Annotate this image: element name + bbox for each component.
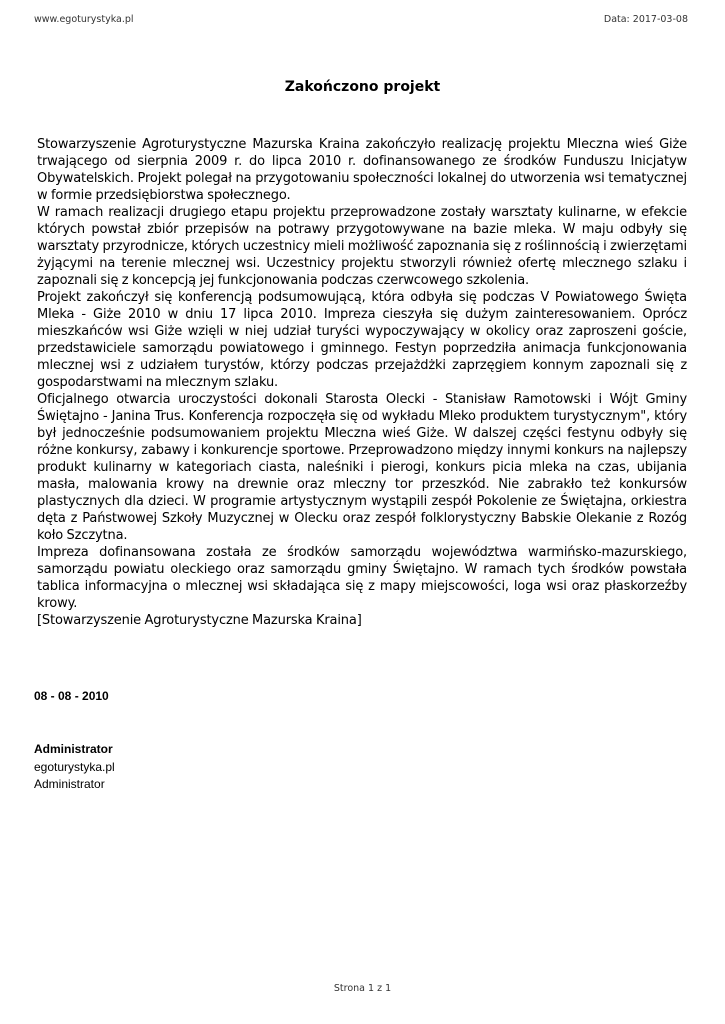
site-url: www.egoturystyka.pl	[34, 14, 134, 25]
article-paragraph: Projekt zakończył się konferencją podsumowującą, która odbyła się podczas V Powiatowego Święta Mleka - Giże 2010 w dniu 17 lipca 2010. Impreza cieszyła się dużym zainteresowaniem. Oprócz mieszkańców wsi Giże wzięli w niej udział turyści wypoczywający w okolicy oraz zaproszeni goście, przedstawiciele samorządu powiatowego i gminnego. Festyn poprzedziła animacja funkcjonowania mlecznej wsi z udziałem turystów, którzy podczas przejażdżki zaprzęgiem konnym zapoznali się z gospodarstwami na mlecznym szlaku.	[37, 290, 687, 390]
print-date: Data: 2017-03-08	[603, 14, 688, 25]
publication-date: 08 - 08 - 2010	[34, 689, 109, 703]
author-site: egoturystyka.pl	[34, 759, 115, 774]
article-paragraph: W ramach realizacji drugiego etapu projektu przeprowadzone zostały warsztaty kulinarne, w efekcie których powstał zbiór przepisów na potrawy przygotowywane na bazie mleka. W maju odbyły się warsztaty przyrodnicze, których uczestnicy mieli możliwość zapoznania się z roślinnością i zwierzętami żyjącymi na terenie mlecznej wsi. Uczestnicy projektu stworzyli również ofertę mlecznego szlaku i zapoznali się z koncepcją jej funkcjonowania podczas czerwcowego szkolenia.	[37, 205, 687, 288]
article-title: Zakończono projekt	[284, 79, 441, 95]
article-paragraph: Oficjalnego otwarcia uroczystości dokonali Starosta Olecki - Stanisław Ramotowski i Wójt Gminy Świętajno - Janina Trus. Konferencja rozpoczęła się od wykładu Mleko produktem turystycznym", który był jednocześnie podsumowaniem projektu Mleczna wieś Giże. W dalszej części festynu odbyły się różne konkursy, zabawy i konkurencje sportowe. Przeprowadzono między innymi konkurs na najlepszy produkt kulinarny w kategoriach ciasta, naleśniki i pierogi, konkurs picia mleka na czas, ubijania masła, malowania krowy na drewnie oraz mleczny tor przeszkód. Nie zabrakło też konkursów plastycznych dla dzieci. W programie artystycznym wystąpili zespół Pokolenie ze Świętajna, orkiestra dęta z Państwowej Szkoły Muzycznej w Olecku oraz zespół folklorystyczny Babskie Olekanie z Rozóg koło Szczytna.	[37, 392, 687, 543]
author-name: Administrator	[34, 742, 113, 756]
author-block	[34, 741, 115, 794]
article-body	[37, 136, 687, 629]
article-signature: [Stowarzyszenie Agroturystyczne Mazurska Kraina]	[37, 613, 362, 628]
page-number: Strona 1 z 1	[333, 983, 392, 994]
article-paragraph: Impreza dofinansowana została ze środków samorządu województwa warmińsko-mazurskiego, samorządu powiatu oleckiego oraz samorządu gminy Świętajno. W ramach tych środków powstała tablica informacyjna o mlecznej wsi składająca się z mapy miejscowości, loga wsi oraz płaskorzeźby krowy.	[37, 545, 687, 611]
author-role: Administrator	[34, 777, 105, 791]
article-paragraph: Stowarzyszenie Agroturystyczne Mazurska Kraina zakończyło realizację projektu Mleczna wieś Giże trwającego od sierpnia 2009 r. do lipca 2010 r. dofinansowanego ze środków Funduszu Inicjatyw Obywatelskich. Projekt polegał na przygotowaniu społeczności lokalnej do utworzenia wsi tematycznej w formie przedsiębiorstwa społecznego.	[37, 137, 687, 203]
